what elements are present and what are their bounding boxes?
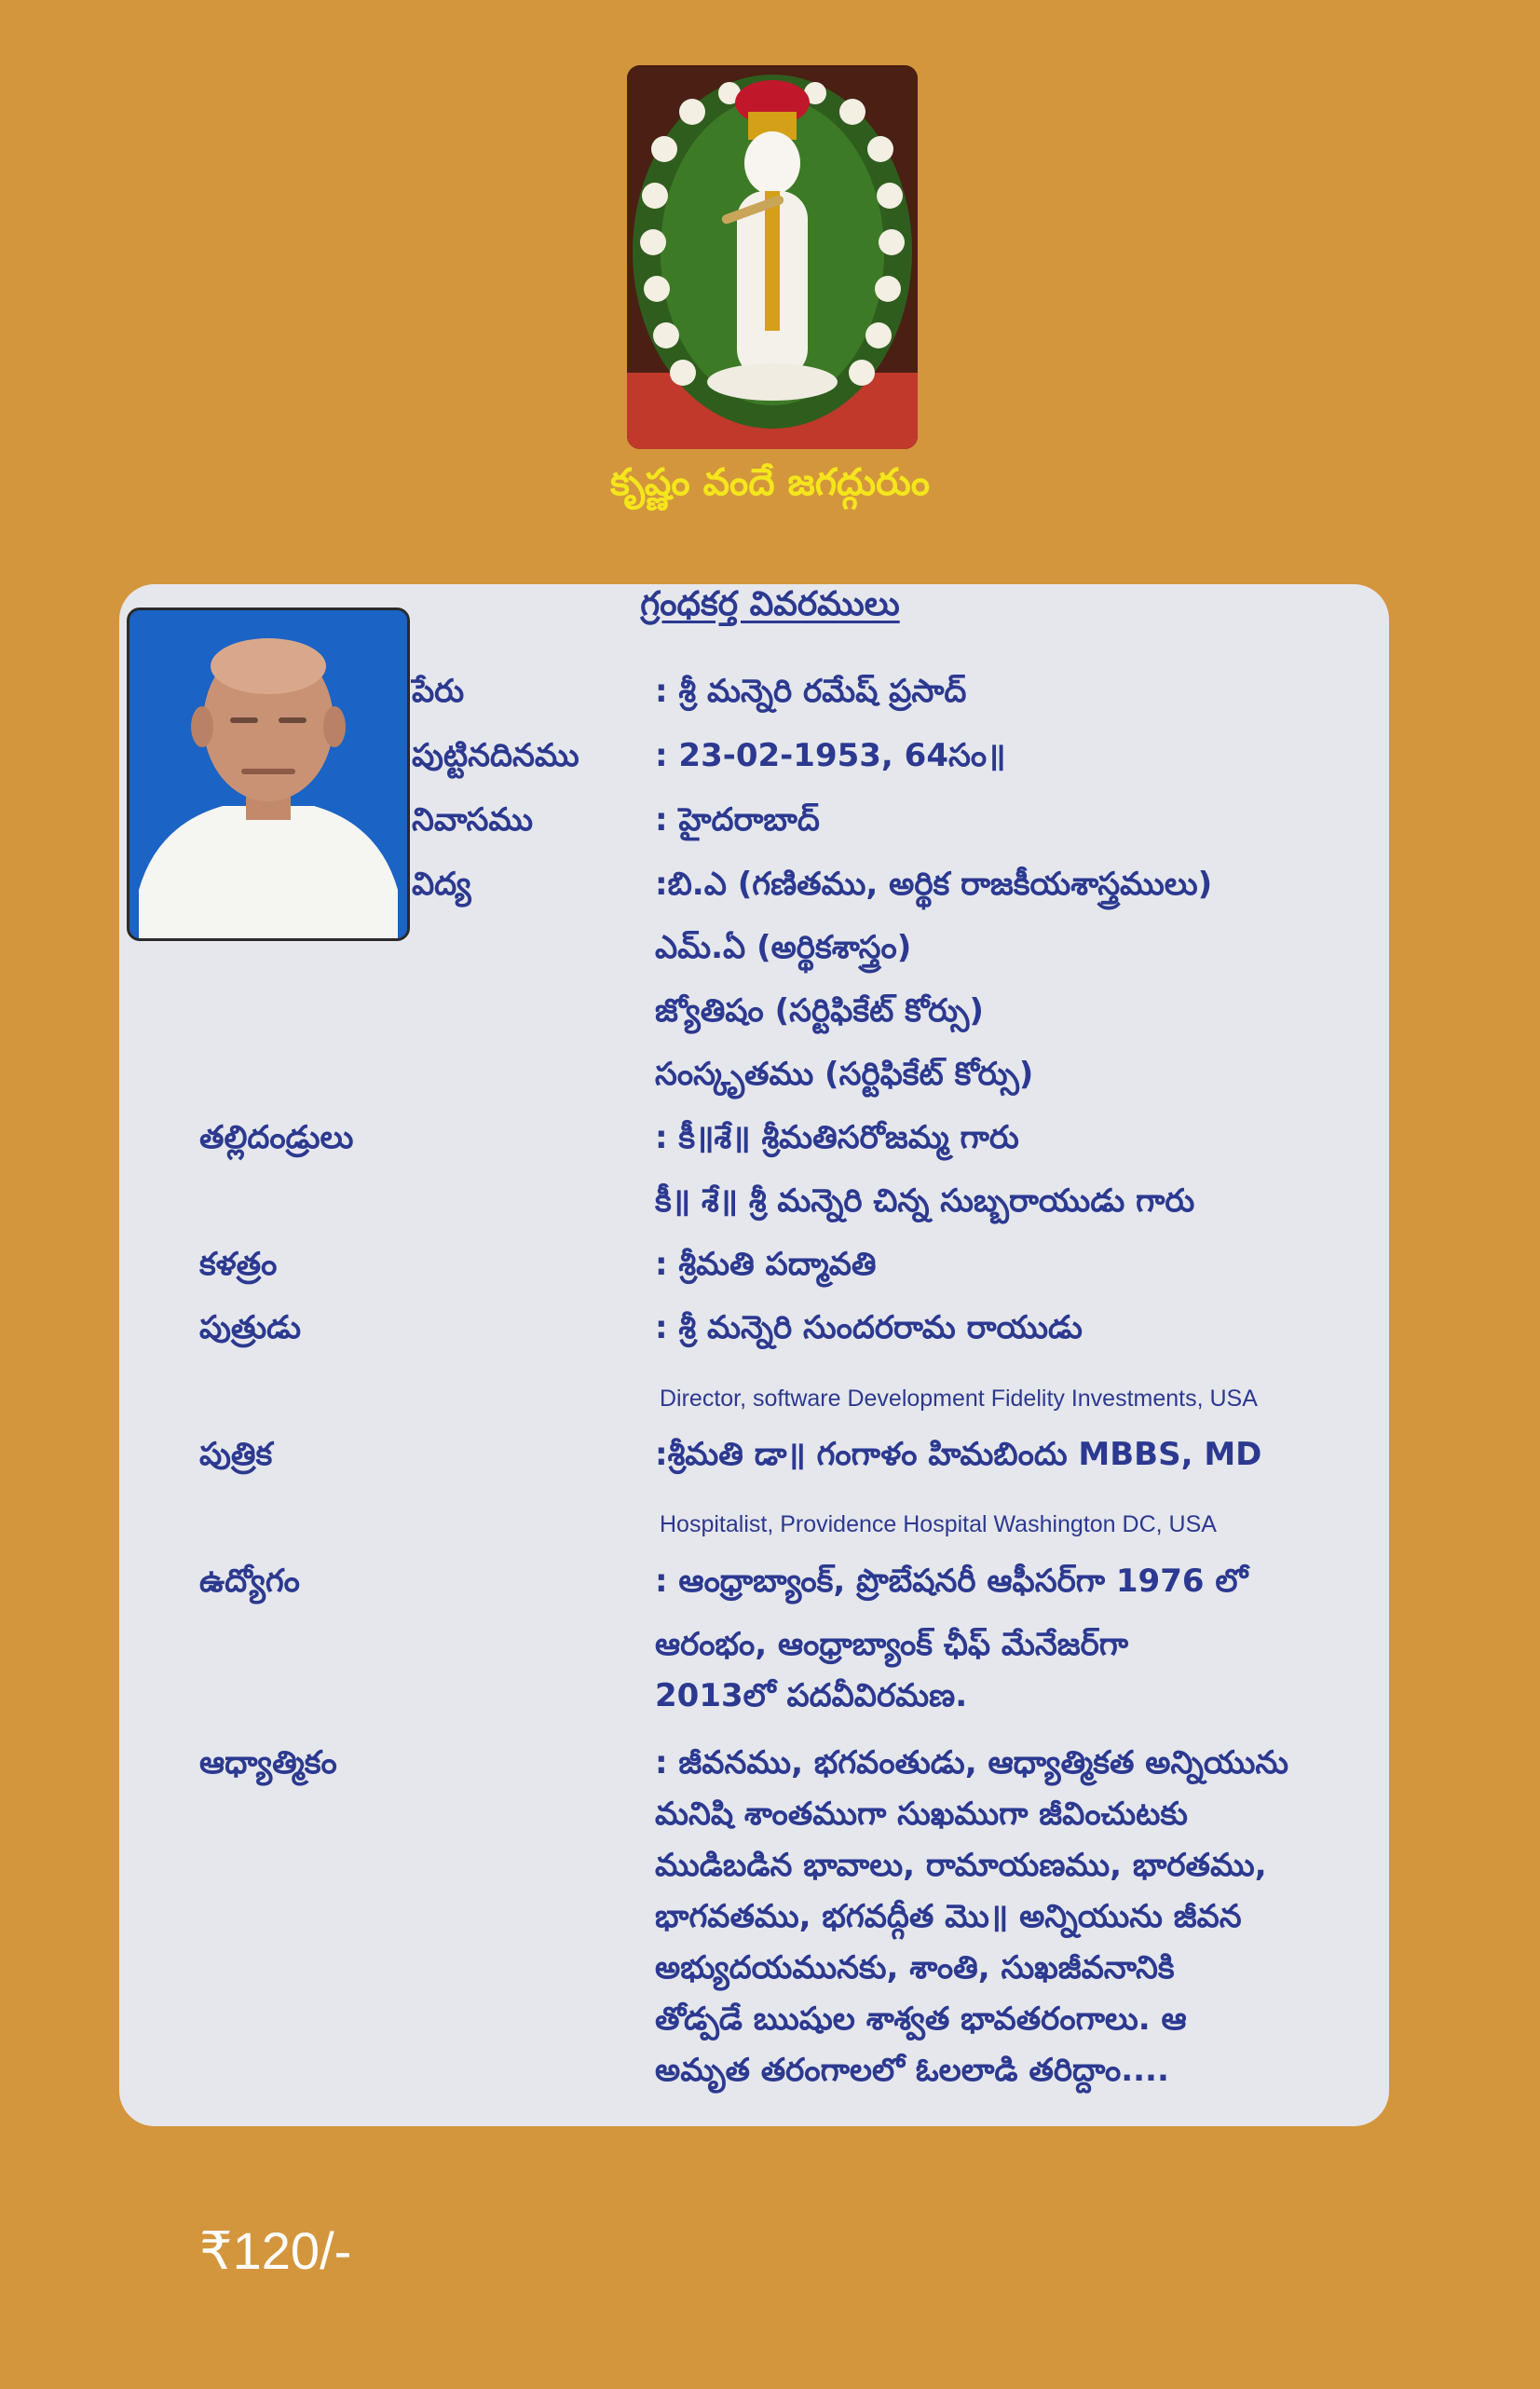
spiritual-label: ఆధ్యాత్మికం [199,1744,337,1782]
education-label: విద్య [412,866,471,903]
author-portrait-image [129,610,407,938]
spiritual-line: మనిషి శాంతముగా సుఖముగా జీవించుటకు [655,1795,1188,1833]
spiritual-line: తోడ్పడే ఋషుల శాశ్వత భావతరంగాలు. ఆ [655,2000,1187,2038]
residence-value: : హైదరాబాద్ [655,801,820,839]
tagline: కృష్ణం వందే జగద్గురుం [610,461,930,504]
name-label: పేరు [412,673,465,710]
daughter-value: :శ్రీమతి డా॥ గంగాళం హిమబిందు MBBS, MD [655,1436,1262,1473]
parents-line: కీ॥ శే॥ శ్రీ మన్నెరి చిన్న సుబ్బరాయుడు గారు [655,1182,1195,1220]
parents-label: తల్లిదండ్రులు [199,1119,354,1156]
dob-value: : 23-02-1953, 64సం॥ [655,737,1006,774]
residence-label: నివాసము [412,801,534,839]
son-note: Director, software Development Fidelity Investments, USA [660,1386,1258,1412]
son-label: పుత్రుడు [199,1309,302,1346]
dob-label: పుట్టినదినము [412,737,579,774]
career-label: ఉద్యోగం [199,1563,300,1600]
education-line: :బి.ఎ (గణితము, అర్థిక రాజకీయశాస్త్రములు) [655,866,1213,903]
spiritual-line: ముడిబడిన భావాలు, రామాయణము, భారతము, [655,1847,1267,1884]
name-value: : శ్రీ మన్నెరి రమేష్ ప్రసాద్ [655,673,967,710]
author-photo [127,607,410,941]
education-line: సంస్కృతము (సర్టిఫికేట్ కోర్సు) [655,1056,1034,1093]
deity-photo [627,65,918,449]
krishna-idol-image [627,65,918,449]
spouse-value: : శ్రీమతి పద్మావతి [655,1246,877,1283]
spiritual-line: అమృత తరంగాలలో ఓలలాడి తరిద్దాం.... [655,2052,1169,2089]
price-label: ₹120/- [199,2221,352,2280]
son-value: : శ్రీ మన్నెరి సుందరరామ రాయుడు [655,1309,1083,1346]
daughter-label: పుత్రిక [199,1436,273,1473]
education-line: ఎమ్.ఏ (అర్థికశాస్త్రం) [655,929,912,966]
spiritual-line: అభ్యుదయమునకు, శాంతి, సుఖజీవనానికి [655,1949,1175,1986]
education-line: జ్యోతిషం (సర్టిఫికేట్ కోర్సు) [655,992,984,1030]
career-line: 2013లో పదవీవిరమణ. [655,1677,968,1714]
career-line: : ఆంధ్రాబ్యాంక్, ప్రొబేషనరీ ఆఫీసర్‌గా 1976 లో [655,1563,1248,1600]
panel-title: గ్రంధకర్త వివరములు [640,585,900,623]
career-line: ఆరంభం, ఆంధ్రాబ్యాంక్ ఛీఫ్ మేనేజర్‌గా [655,1626,1129,1663]
spiritual-line: భాగవతము, భగవద్గీత మొ॥ అన్నియును జీవన [655,1898,1242,1935]
daughter-note: Hospitalist, Providence Hospital Washington DC, USA [660,1511,1217,1537]
parents-line: : కీ॥శే॥ శ్రీమతిసరోజమ్మ గారు [655,1119,1019,1156]
spiritual-line: : జీవనము, భగవంతుడు, ఆధ్యాత్మికత అన్నియును [655,1744,1289,1782]
spouse-label: కళత్రం [199,1246,278,1283]
